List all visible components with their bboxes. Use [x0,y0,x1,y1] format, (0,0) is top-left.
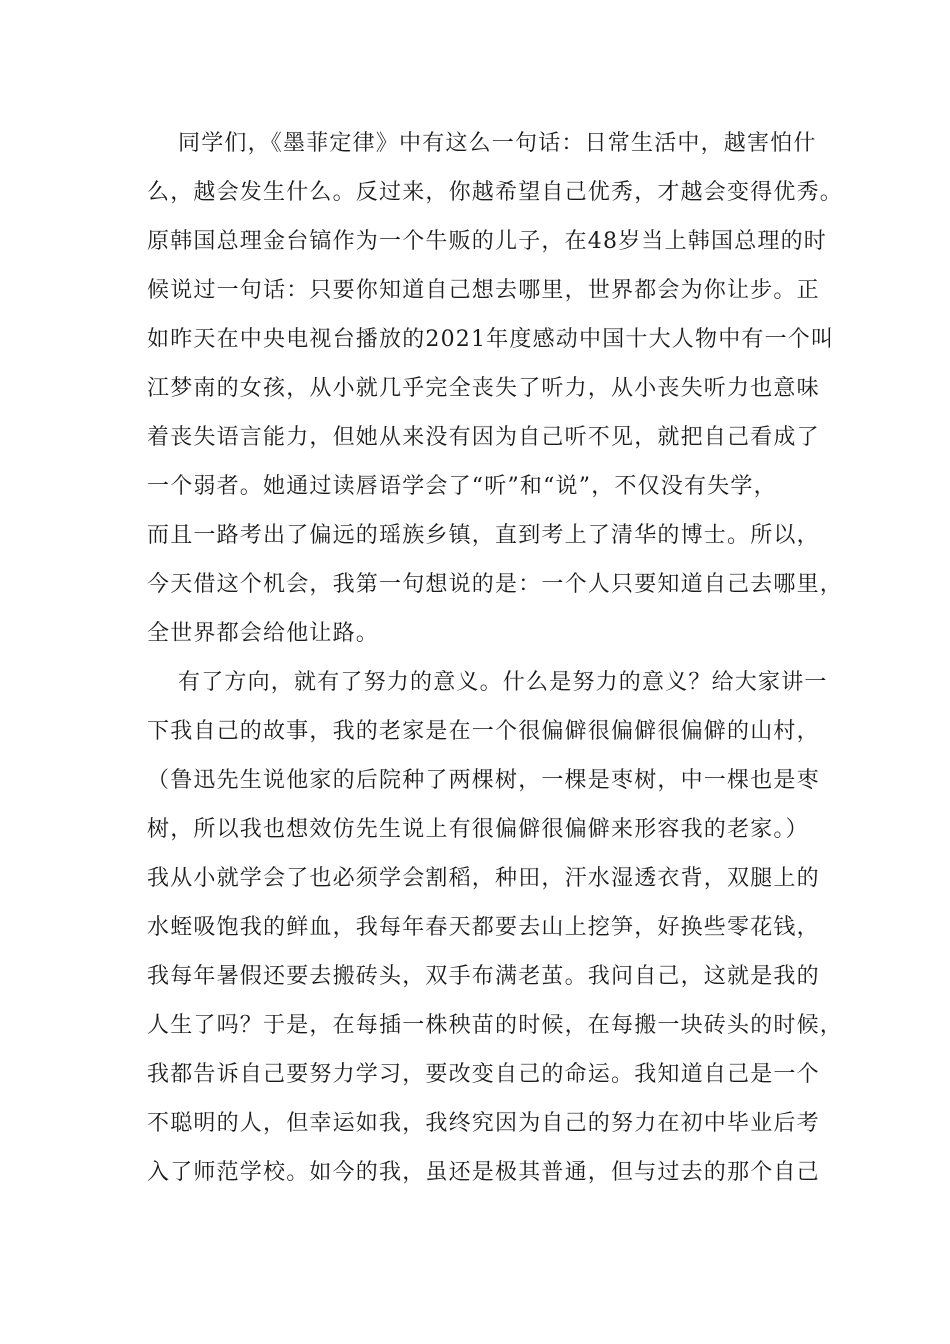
text-line: 我每年暑假还要去搬砖头，双手布满老茧。我问自己，这就是我的 [147,964,820,989]
text-line: 而且一路考出了偏远的瑶族乡镇，直到考上了清华的博士。所以， [147,523,820,548]
text-line: 入了师范学校。如今的我，虽还是极其普通，但与过去的那个自己 [147,1160,820,1185]
text-line: 着丧失语言能力，但她从来没有因为自己听不见，就把自己看成了 [147,425,820,450]
text-line: 不聪明的人，但幸运如我，我终究因为自己的努力在初中毕业后考 [147,1111,820,1136]
text-line: 我从小就学会了也必须学会割稻，种田，汗水湿透衣背，双腿上的 [147,866,820,891]
text-line: 有了方向，就有了努力的意义。什么是努力的意义？给大家讲一 [178,670,828,695]
text-line: （鲁迅先生说他家的后院种了两棵树，一棵是枣树，中一棵也是枣 [147,768,820,793]
text-line: 如昨天在中央电视台播放的2021年度感动中国十大人物中有一个叫 [147,327,835,352]
text-line: 树，所以我也想效仿先生说上有很偏僻很偏僻来形容我的老家。） [147,817,809,842]
text-line: 下我自己的故事，我的老家是在一个很偏僻很偏僻很偏僻的山村， [147,719,820,744]
text-line: 今天借这个机会，我第一句想说的是：一个人只要知道自己去哪里， [147,572,844,597]
text-line: 候说过一句话：只要你知道自己想去哪里，世界都会为你让步。正 [147,278,820,303]
text-line: 江梦南的女孩，从小就几乎完全丧失了听力，从小丧失听力也意味 [147,376,820,401]
text-line: 原韩国总理金台镐作为一个牛贩的儿子，在48岁当上韩国总理的时 [147,229,827,254]
text-line: 我都告诉自己要努力学习，要改变自己的命运。我知道自己是一个 [147,1062,820,1087]
text-line: 同学们，《墨菲定律》中有这么一句话：日常生活中，越害怕什 [178,131,817,156]
text-line: 么，越会发生什么。反过来，你越希望自己优秀，才越会变得优秀。 [147,180,844,205]
text-line: 水蛭吸饱我的鲜血，我每年春天都要去山上挖笋，好换些零花钱， [147,915,820,940]
text-line: 人生了吗？于是，在每插一株秧苗的时候，在每搬一块砖头的时候， [147,1013,844,1038]
text-line: 全世界都会给他让路。 [147,621,380,646]
text-line: 一个弱者。她通过读唇语学会了“听”和“说”，不仅没有失学， [147,474,777,499]
